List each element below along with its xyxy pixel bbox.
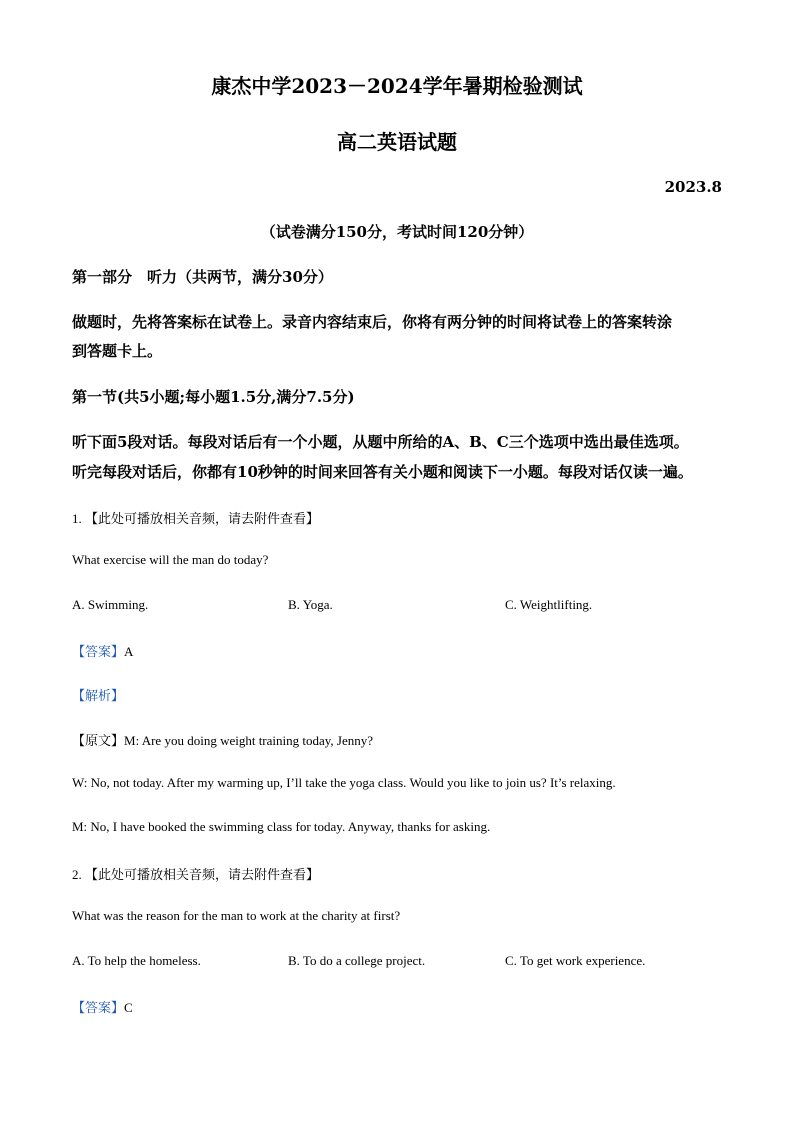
q2-question: What was the reason for the man to work at the charity at first? — [72, 908, 401, 923]
q2-stem: 2. 【此处可播放相关音频，请去附件查看】 — [72, 867, 320, 882]
exam-title: 康杰中学2023－2024学年暑期检验测试 — [211, 74, 583, 98]
exam-note: （试卷满分150分，考试时间120分钟） — [260, 223, 534, 241]
part1-instruction-line2: 到答题卡上。 — [72, 342, 163, 360]
exam-subtitle: 高二英语试题 — [337, 130, 457, 154]
section1-line2: 听完每段对话后，你都有10秒钟的时间来回答有关小题和阅读下一小题。每段对话仅读一遍。 — [72, 463, 693, 481]
section1-line1: 听下面5段对话。每段对话后有一个小题，从题中所给的A、B、C三个选项中选出最佳选项。 — [72, 433, 689, 451]
q2-answer-label: 【答案】 — [72, 1000, 125, 1015]
q2-answer — [72, 997, 133, 1016]
part1-instruction-line1: 做题时，先将答案标在试卷上。录音内容结束后，你将有两分钟的时间将试卷上的答案转涂 — [72, 313, 673, 331]
q1-stem: 1. 【此处可播放相关音频，请去附件查看】 — [72, 511, 320, 526]
q1-answer-label: 【答案】 — [72, 644, 125, 659]
q1-analysis-label: 【解析】 — [72, 688, 125, 703]
q2-option-c: C. To get work experience. — [505, 953, 646, 968]
q1-option-b: B. Yoga. — [288, 597, 333, 612]
part1-heading: 第一部分 听力（共两节，满分30分） — [72, 268, 333, 286]
q1-option-a: A. Swimming. — [72, 597, 149, 612]
q1-question: What exercise will the man do today? — [72, 552, 269, 567]
exam-date: 2023.8 — [664, 178, 722, 196]
section1-heading: 第一节(共5小题;每小题1.5分,满分7.5分) — [72, 388, 355, 406]
q1-transcript-text: M: Are you doing weight training today, Jenny? — [124, 733, 374, 748]
q1-transcript-line3: M: No, I have booked the swimming class for today. Anyway, thanks for asking. — [72, 819, 491, 834]
q1-answer — [72, 641, 133, 660]
q2-option-a: A. To help the homeless. — [72, 953, 201, 968]
q1-option-c: C. Weightlifting. — [505, 597, 593, 612]
q1-transcript-line2: W: No, not today. After my warming up, I’ll take the yoga class. Would you like to join us? It’s relaxing. — [72, 775, 616, 790]
q2-answer-value: C — [124, 1000, 133, 1015]
q2-option-b: B. To do a college project. — [288, 953, 426, 968]
q1-transcript-line1 — [72, 730, 373, 749]
q1-transcript-label: 【原文】 — [72, 733, 125, 748]
q1-answer-value: A — [124, 644, 134, 659]
